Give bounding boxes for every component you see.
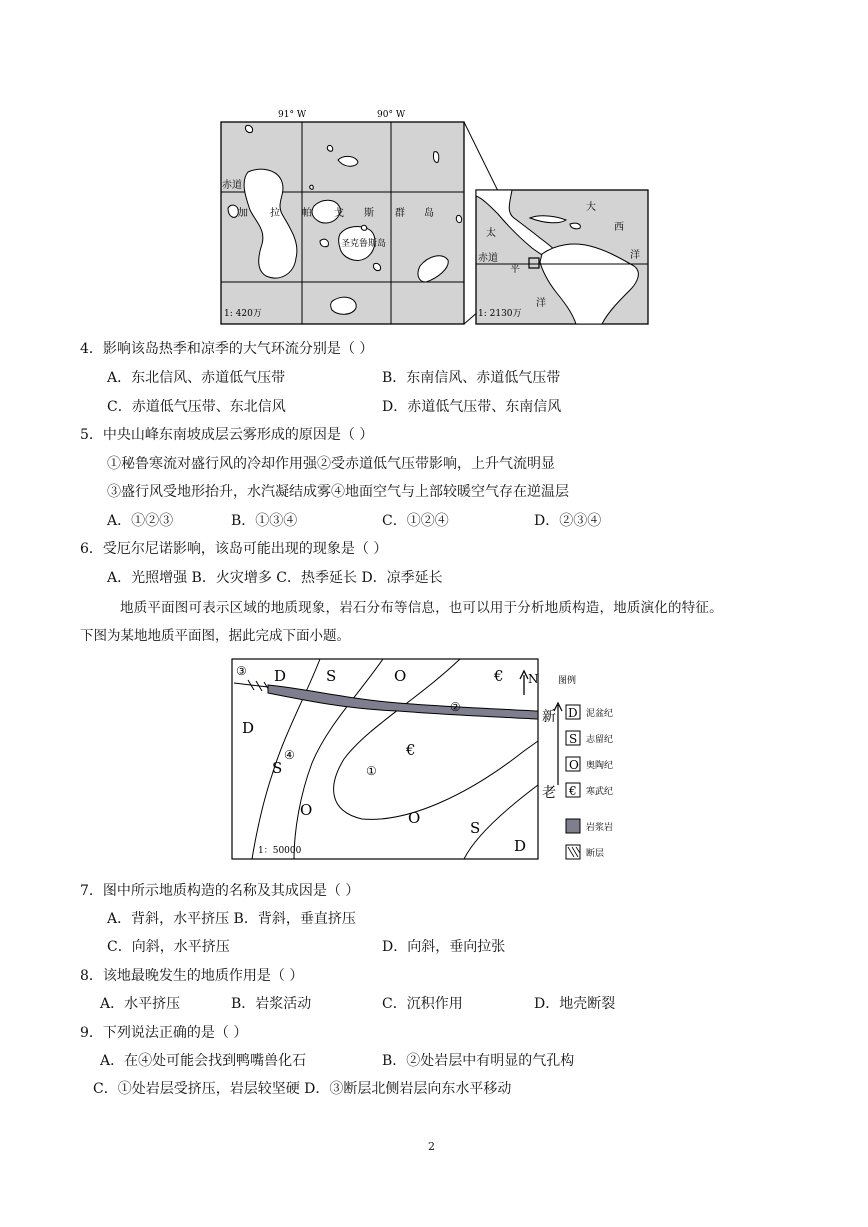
floreana-island	[331, 297, 357, 314]
legend-sym-e: €	[569, 784, 577, 798]
q7-option-ab: A．背斜，水平挤压 B．背斜，垂直挤压	[107, 911, 356, 927]
small-island	[456, 215, 461, 222]
archipelago-char: 岛	[424, 208, 434, 219]
ocean-char-da: 大	[586, 202, 596, 213]
legend-label-o: 奥陶纪	[586, 761, 614, 771]
ocean-char-xi: 西	[614, 222, 624, 233]
legend-sym-s: S	[569, 732, 578, 746]
stratum-o-low: O	[300, 801, 313, 819]
q4-option-d: D．赤道低气压带、东南信风	[382, 399, 562, 415]
galapagos-map	[210, 106, 660, 328]
small-island	[245, 125, 252, 132]
q5-statements-2: ③盛行风受地形抬升，水汽凝结成雾④地面空气与上部较暖空气存在逆温层	[107, 484, 569, 500]
q9-option-b: B．②处岩层中有明显的气孔构	[382, 1053, 575, 1069]
legend-swatch-magma	[566, 819, 580, 833]
legend-new: 新	[542, 709, 556, 725]
legend-title: 图例	[558, 676, 577, 686]
legend-old: 老	[542, 785, 556, 801]
q5-option-b: B．①③④	[231, 513, 298, 529]
archipelago-char: 斯	[364, 208, 374, 219]
legend-label-magma: 岩浆岩	[586, 823, 614, 833]
ocean-char-yang: 洋	[630, 250, 640, 261]
intro-line-1: 地质平面图可表示区域的地质现象，岩石分布等信息，也可以用于分析地质构造，地质演化的特征。	[120, 600, 723, 616]
marker-1: ①	[366, 764, 377, 778]
q4-option-b: B．东南信风、赤道低气压带	[382, 370, 561, 386]
q5-option-a: A．①②③	[107, 513, 174, 529]
q8-option-b: B．岩浆活动	[231, 996, 312, 1012]
q4-option-c: C．赤道低气压带、东北信风	[107, 399, 286, 415]
stratum-s-right: S	[470, 819, 481, 837]
small-island	[361, 225, 366, 230]
q7-option-c: C．向斜，水平挤压	[107, 939, 230, 955]
scale-right: 1: 2130万	[478, 309, 522, 319]
q7-stem: 7．图中所示地质构造的名称及其成因是（ ）	[80, 883, 360, 899]
page-number: 2	[428, 1140, 435, 1153]
q8-option-d: D．地壳断裂	[534, 996, 616, 1012]
legend-label-fault: 断层	[586, 849, 605, 859]
marker-3: ③	[236, 664, 247, 678]
ocean-char-ping: 平	[510, 264, 520, 275]
intro-line-2: 下图为某地地质平面图，据此完成下面小题。	[80, 628, 350, 644]
legend-label-d: 泥盆纪	[586, 709, 614, 719]
equator-label: 赤道	[222, 180, 242, 191]
q6-options: A．光照增强 B．火灾增多 C．热季延长 D．凉季延长	[107, 570, 443, 586]
archipelago-char: 加	[238, 208, 248, 219]
small-island	[373, 263, 380, 270]
geomap-scale: 1：50000	[258, 846, 302, 856]
q6-stem: 6．受厄尔尼诺影响，该岛可能出现的现象是（ ）	[80, 541, 388, 557]
legend-label-s: 志留纪	[586, 735, 614, 745]
stratum-e-mid: €	[406, 741, 416, 759]
q7-option-d: D．向斜，垂向拉张	[382, 939, 506, 955]
legend-sym-o: O	[569, 758, 579, 772]
archipelago-char: 戈	[334, 208, 344, 219]
stratum-s-top: S	[326, 667, 337, 685]
inset-equator-label: 赤道	[478, 253, 498, 264]
small-island	[320, 239, 328, 247]
q5-option-d: D．②③④	[534, 513, 602, 529]
archipelago-char: 群	[395, 208, 405, 219]
small-island	[327, 145, 332, 151]
q4-option-a: A．东北信风、赤道低气压带	[107, 370, 286, 386]
q4-stem: 4．影响该岛热季和凉季的大气环流分别是（ ）	[80, 341, 374, 357]
archipelago-char: 拉	[270, 208, 280, 219]
q5-stem: 5．中央山峰东南坡成层云雾形成的原因是（ ）	[80, 427, 374, 443]
q9-option-cd: C．①处岩层受挤压，岩层较坚硬 D．③断层北侧岩层向东水平移动	[93, 1081, 512, 1097]
lon-91-label: 91° W	[278, 110, 307, 120]
q8-option-a: A．水平挤压	[100, 996, 181, 1012]
stratum-o-top: O	[394, 667, 407, 685]
legend-sym-d: D	[568, 706, 578, 720]
q5-option-c: C．①②④	[382, 513, 449, 529]
santa-cruz-label: 圣克鲁斯岛	[341, 239, 387, 249]
ocean-char-tai: 太	[486, 228, 496, 239]
stratum-s-left: S	[272, 759, 283, 777]
marker-2: ②	[450, 700, 461, 714]
geological-map	[228, 655, 628, 865]
small-island	[310, 185, 314, 189]
q8-option-c: C．沉积作用	[382, 996, 463, 1012]
lon-90-label: 90° W	[377, 110, 406, 120]
stratum-d-left: D	[242, 719, 255, 737]
stratum-d-top: D	[274, 667, 287, 685]
q9-option-a: A．在④处可能会找到鸭嘴兽化石	[100, 1053, 307, 1069]
scale-left: 1: 420万	[224, 309, 262, 319]
stratum-d-right: D	[514, 837, 527, 855]
archipelago-char: 帕	[302, 208, 312, 219]
q9-stem: 9．下列说法正确的是（ ）	[80, 1025, 248, 1041]
stratum-e-top: €	[494, 667, 504, 685]
north-label: N	[528, 672, 539, 686]
small-island	[433, 152, 438, 163]
q8-stem: 8．该地最晚发生的地质作用是（ ）	[80, 968, 304, 984]
marker-4: ④	[284, 748, 295, 762]
fernandina-island	[228, 205, 238, 217]
stratum-o-mid: O	[408, 809, 421, 827]
q5-statements-1: ①秘鲁寒流对盛行风的冷却作用强②受赤道低气压带影响，上升气流明显	[107, 456, 555, 472]
legend-label-e: 寒武纪	[586, 787, 614, 797]
ocean-char-yang2: 洋	[536, 298, 546, 309]
